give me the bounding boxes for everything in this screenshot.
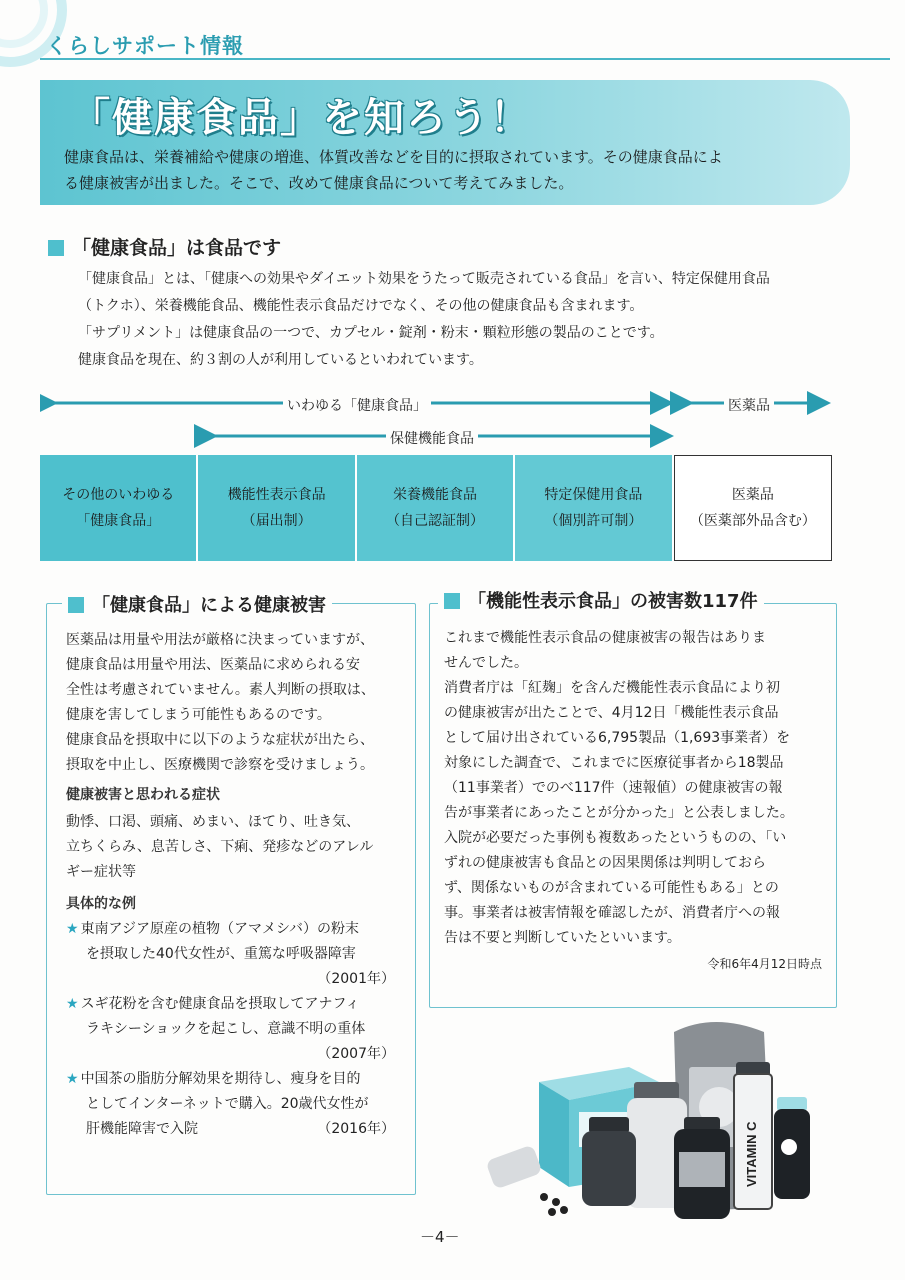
category-name: 医薬品	[731, 487, 774, 503]
example-year: （2016年）	[317, 1121, 395, 1137]
right-box-content	[444, 626, 830, 972]
symptom-line: 立ちくらみ、息苦しさ、下痢、発疹などのアレル	[66, 839, 374, 855]
star-icon: ★	[66, 996, 79, 1012]
left-box-content	[66, 628, 411, 1142]
body-line: 医薬品は用量や用法が厳格に決まっていますが、	[66, 632, 374, 648]
star-icon: ★	[66, 1071, 79, 1087]
body-line: 事。事業者は被害情報を確認したが、消費者庁への報	[444, 905, 780, 921]
body-line: 消費者庁は「紅麹」を含んだ機能性表示食品により初	[444, 680, 780, 696]
example-item	[66, 992, 411, 1017]
example-item	[66, 1067, 411, 1092]
banner-intro	[64, 144, 834, 196]
example-line: 東南アジア原産の植物（アマメシバ）の粉末	[80, 921, 360, 937]
supplement-bottles-illustration	[484, 1012, 814, 1227]
example-line: ラキシーショックを起こし、意識不明の重体	[86, 1021, 366, 1037]
examples-title: 具体的な例	[66, 896, 136, 912]
example-year: （2001年）	[317, 971, 395, 987]
body-line: 健康を害してしまう可能性もあるのです。	[66, 707, 331, 723]
body-line: （11事業者）でのべ117件（速報値）の健康被害の報	[444, 780, 783, 796]
category-note: 「健康食品」	[76, 513, 161, 529]
example-line: としてインターネットで購入。20歳代女性が	[86, 1096, 369, 1112]
body-line: （トクホ）、栄養機能食品、機能性表示食品だけでなく、その他の健康食品も含まれます。	[78, 298, 644, 314]
body-line: これまで機能性表示食品の健康被害の報告はありま	[444, 630, 766, 646]
body-line: せんでした。	[444, 655, 528, 671]
dark-bottle-icon	[582, 1117, 636, 1206]
left-box-heading	[62, 591, 332, 617]
body-line: 入院が必要だった事例も複数あったというものの、「い	[444, 830, 787, 846]
header-rule	[40, 58, 890, 60]
category-name: 栄養機能食品	[393, 487, 478, 503]
category-name: 機能性表示食品	[227, 487, 326, 503]
arrow-label-functional-food: 保健機能食品	[386, 428, 478, 448]
body-line: 告が事業者にあったことが分かった」と公表しました。	[444, 805, 794, 821]
banner-line: 健康食品は、栄養補給や健康の増進、体質改善などを目的に摂取されています。その健康食品によ	[64, 148, 723, 166]
example-line	[66, 1117, 411, 1142]
square-bullet-icon	[444, 593, 460, 609]
body-line: の健康被害が出たことで、4月12日「機能性表示食品	[444, 705, 779, 721]
example-line: スギ花粉を含む健康食品を摂取してアナフィ	[80, 996, 360, 1012]
example-item	[66, 917, 411, 942]
star-icon: ★	[66, 921, 79, 937]
category-cell	[198, 455, 356, 561]
symptom-line: ギー症状等	[66, 864, 136, 880]
body-line: 全性は考慮されていません。素人判断の摂取は、	[66, 682, 375, 698]
square-bullet-icon	[68, 597, 84, 613]
section1-heading	[48, 233, 281, 260]
body-line: ず、関係ないものが含まれている可能性もある」との	[444, 880, 779, 896]
example-line: 中国茶の脂肪分解効果を期待し、痩身を目的	[80, 1071, 361, 1087]
example-line-text: 肝機能障害で入院	[86, 1121, 198, 1137]
body-line: 対象にした調査で、これまでに医療従事者から18製品	[444, 755, 784, 771]
category-name: 特定保健用食品	[544, 487, 643, 503]
body-line: 健康食品は用量や用法、医薬品に求められる安	[66, 657, 360, 673]
section1-body	[78, 266, 848, 374]
category-cell	[515, 455, 673, 561]
body-line: ずれの健康被害も食品との因果関係は判明しておら	[444, 855, 766, 871]
category-note: （自己認証制）	[386, 513, 485, 529]
arrow-label-medicine: 医薬品	[724, 395, 774, 415]
page-number: －4－	[420, 1228, 460, 1246]
vitamin-label: VITAMIN C	[744, 1121, 759, 1187]
right-box-heading-text: 「機能性表示食品」の被害数117件	[468, 591, 758, 612]
category-note: （個別許可制）	[544, 513, 643, 529]
category-cell-medicine	[674, 455, 832, 561]
body-line: として届け出されている6,795製品（1,693事業者）を	[444, 730, 791, 746]
section1-heading-text: 「健康食品」は食品です	[72, 237, 282, 259]
body-line: 健康食品を現在、約３割の人が利用しているといわれています。	[78, 352, 483, 368]
page-title: 「健康食品」を知ろう！	[70, 95, 532, 141]
body-line: 健康食品を摂取中に以下のような症状が出たら、	[66, 732, 374, 748]
category-cell	[357, 455, 515, 561]
category-table	[40, 455, 832, 561]
arrow-label-health-food: いわゆる「健康食品」	[283, 395, 431, 415]
body-line: 告は不要と判断していたといいます。	[444, 930, 681, 946]
category-note: （届出制）	[241, 513, 312, 529]
category-note: （医薬部外品含む）	[689, 513, 816, 529]
date-note: 令和6年4月12日時点	[707, 957, 822, 971]
category-name: その他のいわゆる	[62, 487, 175, 503]
teal-bottle-icon	[774, 1097, 810, 1199]
example-line: を摂取した40代女性が、重篤な呼吸器障害	[86, 946, 356, 962]
dark-bottle-icon	[674, 1117, 730, 1219]
banner-line: る健康被害が出ました。そこで、改めて健康食品について考えてみました。	[64, 174, 574, 192]
right-box-heading	[438, 587, 764, 613]
square-bullet-icon	[48, 240, 64, 256]
body-line: 「サプリメント」は健康食品の一つで、カプセル・錠剤・粉末・顆粒形態の製品のことです。	[78, 325, 664, 341]
example-year: （2007年）	[317, 1046, 395, 1062]
symptoms-title: 健康被害と思われる症状	[66, 787, 220, 803]
section-label: くらしサポート情報	[46, 34, 244, 58]
body-line: 摂取を中止し、医療機関で診察を受けましょう。	[66, 757, 374, 773]
left-box-heading-text: 「健康食品」による健康被害	[92, 595, 326, 616]
body-line: 「健康食品」とは、「健康への効果やダイエット効果をうたって販売されている食品」を言い、特定保健用食品	[78, 271, 770, 287]
category-cell	[40, 455, 198, 561]
symptom-line: 動悸、口渇、頭痛、めまい、ほてり、吐き気、	[66, 814, 360, 830]
vitamin-tube-icon	[734, 1062, 772, 1209]
